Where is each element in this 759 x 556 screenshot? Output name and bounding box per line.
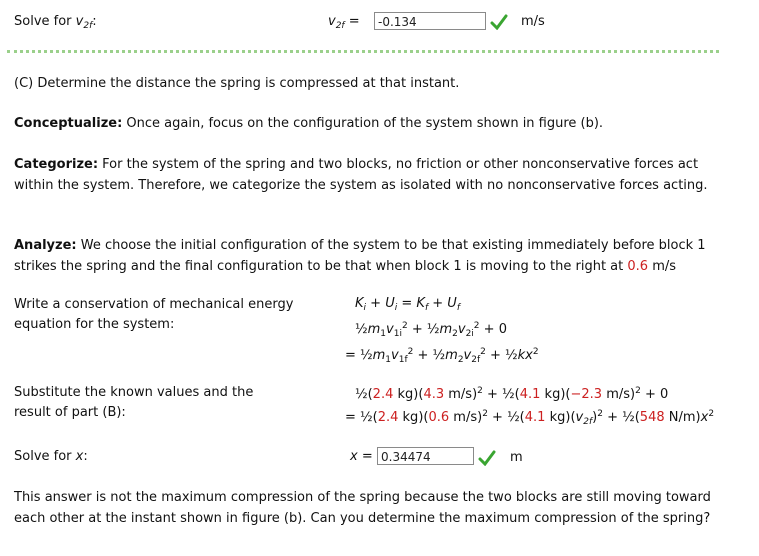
correct-check-icon bbox=[478, 450, 496, 466]
substitute-label-line2: result of part (B): bbox=[14, 405, 126, 420]
x-input[interactable]: 0.34474 bbox=[377, 447, 474, 465]
solve-v2f-label: Solve for $v_{2f}$: bbox=[14, 14, 97, 31]
analyze-step: Analyze: We choose the initial configuration of the system to be that existing immediately before block 1 strikes the spring and the final configuration to be that when block 1 is moving to the right at 0.6 m/s bbox=[14, 238, 706, 274]
v2f-equals-label: $v_{2f}$ = bbox=[328, 14, 360, 31]
energy-equation-1: $K_i + U_i = K_f + U_f$ bbox=[355, 296, 460, 313]
correct-check-icon bbox=[490, 14, 508, 30]
substitute-label-line1: Substitute the known values and the bbox=[14, 385, 254, 400]
x-equals-label: x = bbox=[350, 449, 373, 464]
section-divider bbox=[7, 50, 719, 53]
v2f-unit: m/s bbox=[521, 14, 545, 29]
categorize-step: Categorize: For the system of the spring and two blocks, no friction or other nonconservative forces act within the system. Therefore, we categorize the system as isolated with no nonconservative forces acting. bbox=[14, 157, 708, 193]
v2f-input[interactable]: -0.134 bbox=[374, 12, 486, 30]
conceptualize-step: Conceptualize: Once again, focus on the configuration of the system shown in figure (b). bbox=[14, 116, 604, 131]
energy-equation-2: $\frac{1}{2}m_1v_{1i}^2$ + $\frac{1}{2}m_2v_{2i}^2 + 0$ bbox=[355, 321, 507, 339]
energy-equation-3: = $\frac{1}{2}m_1v_{1f}^2$ + $\frac{1}{2}m_2v_{2f}^2$ + $\frac{1}{2}kx^2$ bbox=[345, 347, 539, 365]
conservation-label-line1: Write a conservation of mechanical energy bbox=[14, 297, 294, 312]
solve-x-label: Solve for x: bbox=[14, 449, 88, 464]
closing-note: This answer is not the maximum compression of the spring because the two blocks are still moving toward each other at the instant shown in figure (b). Can you determine the maximum compression of the spring? bbox=[14, 490, 711, 526]
substitution-equation-2: = ½(2.4 kg)(0.6 m/s)$^2$ + ½(4.1 $kg)(v_{2f})^2$ + ½(548 $N/m)x^2$ bbox=[345, 409, 715, 427]
x-unit: m bbox=[510, 450, 523, 465]
conservation-label-line2: equation for the system: bbox=[14, 317, 175, 332]
part-c-question: (C) Determine the distance the spring is compressed at that instant. bbox=[14, 76, 460, 91]
substitution-equation-1: ½(2.4 kg)(4.3 m/s)$^2$ + ½(4.1 kg)(−2.3 m/s)$^2$ + 0 bbox=[355, 386, 669, 402]
